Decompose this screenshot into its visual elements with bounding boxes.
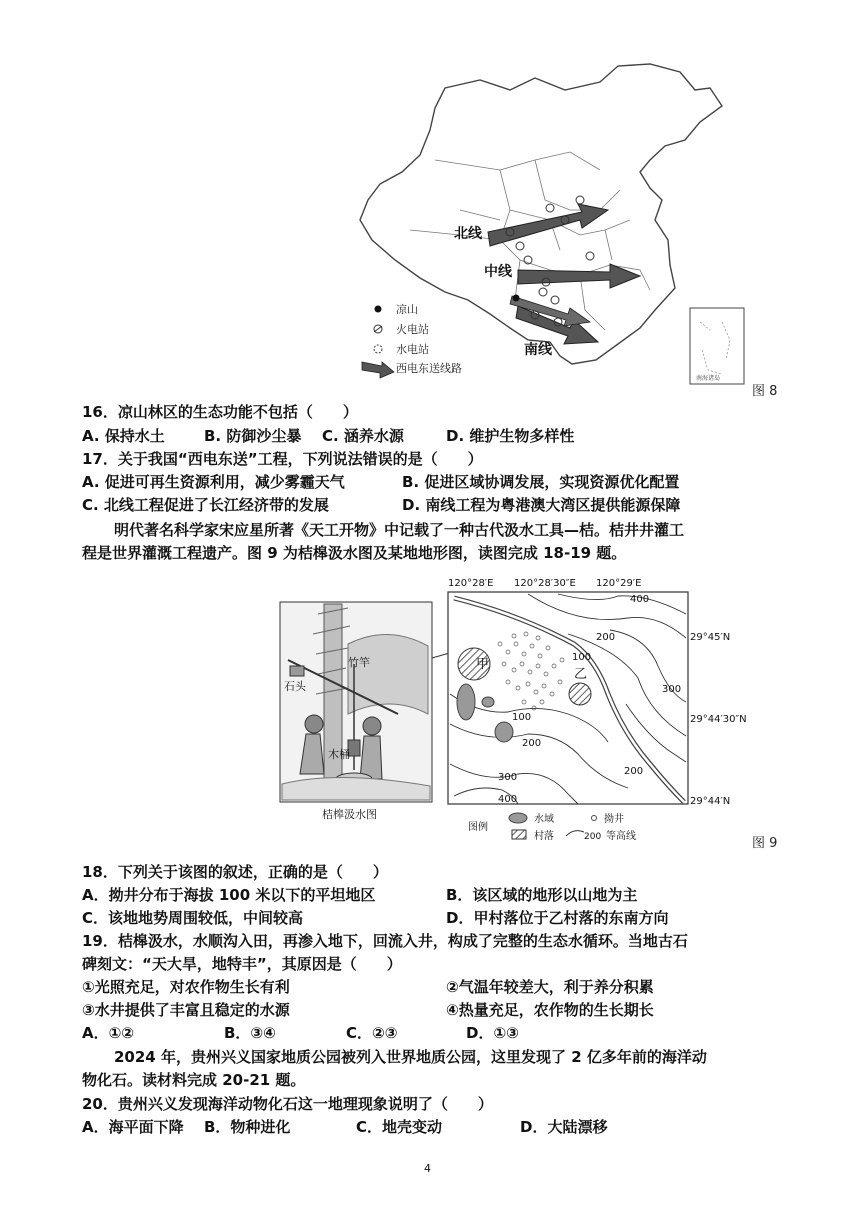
q18-option-a: A．拗井分布于海拔 100 米以下的平坦地区 (82, 886, 376, 904)
q19-statement-2: ②气温年较差大，利于养分积累 (446, 978, 654, 996)
middle-line-label: 中线 (484, 264, 512, 280)
svg-text:西电东送线路: 西电东送线路 (396, 362, 462, 375)
q18-option-c: C．该地地势周围较低，中间较高 (82, 909, 304, 927)
svg-text:300: 300 (662, 684, 682, 695)
svg-text:图例: 图例 (468, 822, 488, 833)
q17-stem: 17．关于我国“西电东送”工程，下列说法错误的是（ ） (82, 450, 483, 468)
svg-text:120°28′E: 120°28′E (448, 578, 494, 589)
q19-stem-line1: 19．桔槔汲水，水顺沟入田，再渗入地下，回流入井，构成了完整的生态水循环。当地古石 (82, 932, 688, 950)
north-line-arrow (488, 204, 608, 246)
water-body-1 (457, 684, 475, 720)
q19-option-a: A．①② (82, 1024, 135, 1042)
svg-text:29°45′N: 29°45′N (690, 632, 731, 643)
fig8-legend (362, 303, 462, 378)
figure-8 (350, 60, 750, 390)
passage1-line2: 程是世界灌溉工程遗产。图 9 为桔槔汲水图及某地地形图，读图完成 18-19 题。 (82, 544, 627, 562)
svg-text:200: 200 (624, 766, 644, 777)
q20-stem: 20．贵州兴义发现海洋动物化石这一地理现象说明了（ ） (82, 1095, 493, 1113)
water-body-2 (482, 697, 494, 707)
svg-text:等高线: 等高线 (606, 831, 636, 842)
fig9-label: 图 9 (752, 836, 778, 851)
q20-option-a: A．海平面下降 (82, 1118, 184, 1136)
q19-statement-1: ①光照充足，对农作物生长有利 (82, 978, 290, 996)
svg-text:200: 200 (596, 632, 616, 643)
svg-text:120°29′E: 120°29′E (596, 578, 642, 589)
q18-option-d: D．甲村落位于乙村落的东南方向 (446, 909, 669, 927)
svg-text:400: 400 (498, 794, 518, 805)
middle-line-arrow (518, 264, 640, 288)
svg-text:29°44′N: 29°44′N (690, 796, 731, 807)
fig8-label: 图 8 (752, 384, 778, 399)
passage1-line1: 明代著名科学家宋应星所著《天工开物》中记载了一种古代汲水工具—桔。桔井井灌工 (114, 521, 685, 539)
q16-option-a: A. 保持水土 (82, 427, 165, 445)
svg-text:凉山: 凉山 (396, 303, 418, 316)
q18-option-b: B．该区域的地形以山地为主 (446, 886, 638, 904)
passage2-line1: 2024 年，贵州兴义国家地质公园被列入世界地质公园，这里发现了 2 亿多年前的海洋动 (114, 1048, 707, 1066)
q19-statement-4: ④热量充足，农作物的生长期长 (446, 1001, 654, 1019)
svg-text:400: 400 (630, 594, 650, 605)
q17-option-d: D. 南线工程为粤港澳大湾区提供能源保障 (402, 496, 681, 514)
q19-stem-line2: 碑刻文：“天大旱，地特丰”，其原因是（ ） (82, 955, 402, 973)
stone-label: 石头 (284, 680, 306, 693)
village-yi (569, 683, 591, 705)
q19-option-b: B．③④ (224, 1024, 276, 1042)
q19-option-c: C．②③ (346, 1024, 398, 1042)
figure-9 (278, 574, 747, 844)
svg-text:村落: 村落 (534, 831, 554, 842)
bucket-label: 木桶 (328, 748, 350, 761)
picture-caption: 桔槔汲水图 (322, 808, 377, 821)
q17-option-a: A. 促进可再生资源利用，减少雾霾天气 (82, 473, 345, 491)
svg-text:水域: 水域 (534, 814, 554, 825)
q16-option-b: B. 防御沙尘暴 (204, 427, 302, 445)
svg-text:100: 100 (572, 652, 592, 663)
q19-option-d: D．①③ (466, 1024, 519, 1042)
north-line-label: 北线 (454, 226, 482, 242)
q20-option-b: B．物种进化 (204, 1118, 291, 1136)
q18-stem: 18．下列关于该图的叙述，正确的是（ ） (82, 863, 388, 881)
svg-text:200: 200 (522, 738, 542, 749)
svg-text:乙: 乙 (574, 667, 588, 682)
q16-option-c: C. 涵养水源 (322, 427, 404, 445)
q17-option-c: C. 北线工程促进了长江经济带的发展 (82, 496, 329, 514)
svg-text:300: 300 (498, 772, 518, 783)
q19-statement-3: ③水井提供了丰富且稳定的水源 (82, 1001, 290, 1019)
q20-option-c: C．地壳变动 (356, 1118, 443, 1136)
q16-option-d: D. 维护生物多样性 (446, 427, 575, 445)
page-number: 4 (424, 1162, 431, 1175)
inset-box (690, 308, 744, 384)
water-body-3 (495, 722, 513, 742)
svg-text:甲: 甲 (476, 657, 490, 672)
pole-label: 竹竿 (348, 656, 370, 669)
svg-text:火电站: 火电站 (396, 323, 429, 336)
svg-text:120°28′30″E: 120°28′30″E (514, 578, 576, 589)
inset-text: 南海诸岛 (696, 375, 721, 382)
q17-option-b: B. 促进区域协调发展，实现资源优化配置 (402, 473, 680, 491)
q16-stem: 16．凉山林区的生态功能不包括（ ） (82, 403, 358, 421)
q20-option-d: D．大陆漂移 (520, 1118, 608, 1136)
fig9-svg (278, 574, 747, 844)
svg-text:拗井: 拗井 (604, 814, 624, 825)
china-map (350, 60, 750, 390)
liangshan-dot (513, 295, 520, 302)
passage2-line2: 物化石。读材料完成 20-21 题。 (82, 1071, 306, 1089)
svg-text:100: 100 (512, 712, 532, 723)
svg-text:29°44′30″N: 29°44′30″N (690, 714, 747, 725)
svg-text:水电站: 水电站 (396, 343, 429, 356)
svg-text:200: 200 (584, 832, 602, 842)
south-line-label: 南线 (524, 342, 552, 358)
